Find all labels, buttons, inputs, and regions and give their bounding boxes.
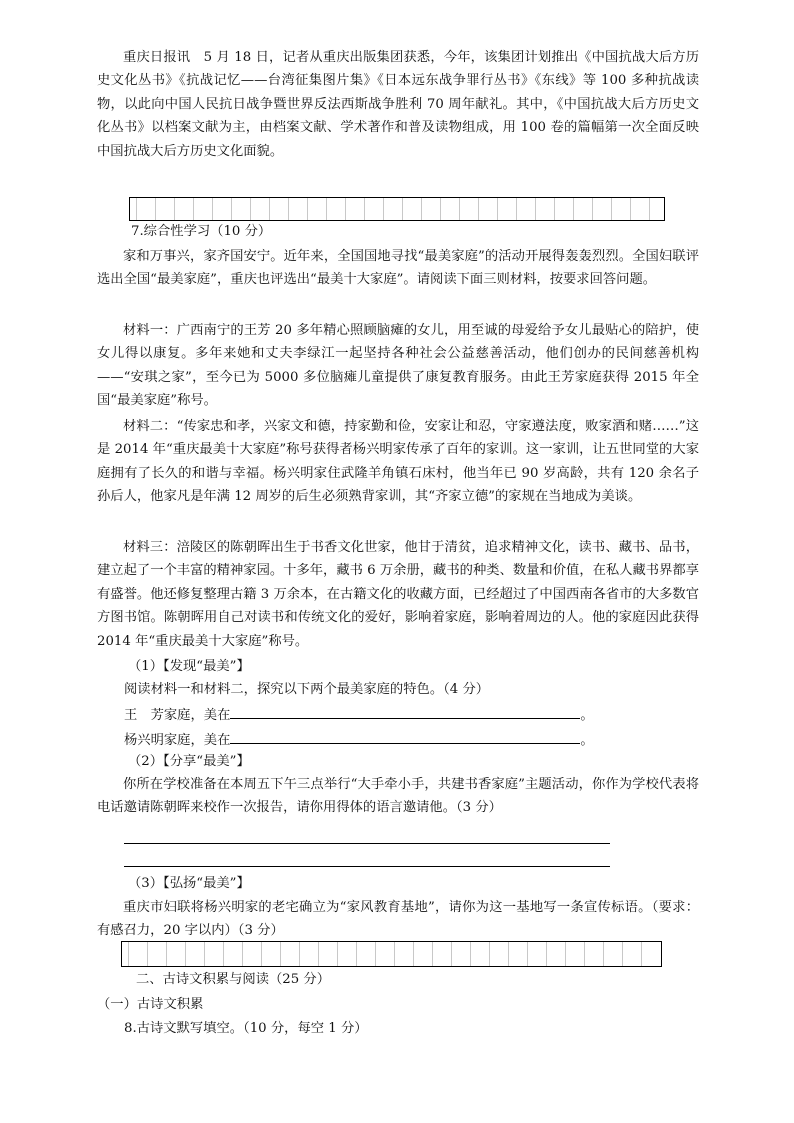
question-7-intro: 家和万事兴，家齐国安宁。近年来，全国国地寻找“最美家庭”的活动开展得轰轰烈烈。全国妇联评选出全国“最美家庭”，重庆也评选出“最美十大家庭”。请阅读下面三则材料，按要求回答问题。 bbox=[97, 249, 699, 288]
sub1-title: （1）【发现“最美”】 bbox=[128, 659, 250, 674]
news-passage: 重庆日报讯 5 月 18 日，记者从重庆出版集团获悉，今年，该集团计划推出《中国抗战大后方历史文化丛书》《抗战记忆——台湾征集图片集》《日本远东战争罪行丛书》《东线》等 100 多种抗战读物，以此向中国人民抗日战争暨世界反法西斯战争胜利 70 周年献礼。其中，《中国抗战大后方历史文化丛书》以档案文献为主，由档案文献、学术著作和普及读物组成，用 100 卷的篇幅第一次全面反映中国抗战大后方历史文化面貌。 bbox=[97, 50, 699, 159]
question-7-title: 7.综合性学习（10 分） bbox=[131, 224, 272, 239]
sub2-prompt: 你所在学校准备在本周五下午三点举行“大手牵小手，共建书香家庭”主题活动，你作为学校代表将电话邀请陈朝晖来校作一次报告，请你用得体的语言邀请他。（3 分） bbox=[97, 777, 699, 816]
answer-blank[interactable] bbox=[230, 704, 580, 719]
slogan-grid-box[interactable] bbox=[121, 941, 662, 967]
period: 。 bbox=[580, 708, 594, 723]
sub2-title: （2）【分享“最美”】 bbox=[128, 754, 250, 769]
question-8-title: 8.古诗文默写填空。（10 分，每空 1 分） bbox=[124, 1021, 368, 1036]
grid-cells bbox=[136, 198, 658, 220]
sub1-answer-row-wang bbox=[124, 704, 594, 726]
row-label: 杨兴明家庭，美在 bbox=[124, 733, 231, 748]
sub1-answer-row-yang bbox=[124, 729, 594, 751]
section-2-title: 二、古诗文积累与阅读（25 分） bbox=[136, 972, 331, 987]
material-1: 材料一：广西南宁的王芳 20 多年精心照顾脑瘫的女儿，用至诚的母爱给予女儿最贴心的陪护，使女儿得以康复。多年来她和丈夫李绿江一起坚持各种社会公益慈善活动，他们创办的民间慈善机构——“安琪之家”，至今已为 5000 多位脑瘫儿童提供了康复教育服务。由此王芳家庭获得 2015 年全国“最美家庭”称号。 bbox=[97, 323, 699, 409]
answer-line[interactable] bbox=[124, 843, 610, 844]
sub3-prompt: 重庆市妇联将杨兴明家的老宅确立为“家风教育基地”，请你为这一基地写一条宣传标语。（要求：有感召力，20 字以内）（3 分） bbox=[97, 900, 699, 939]
grid-cells bbox=[128, 942, 655, 966]
section-2-part-1: （一）古诗文积累 bbox=[97, 997, 204, 1012]
answer-blank[interactable] bbox=[230, 729, 580, 744]
answer-line[interactable] bbox=[124, 866, 610, 867]
sub3-title: （3）【弘扬“最美”】 bbox=[128, 876, 250, 891]
material-3: 材料三：涪陵区的陈朝晖出生于书香文化世家，他甘于清贫，追求精神文化，读书、藏书、品书，建立起了一个丰富的精神家园。十多年，藏书 6 万余册，藏书的种类、数量和价值，在私人藏书界都享有盛誉。他还修复整理古籍 3 万余本，在古籍文化的收藏方面，已经超过了中国西南各省市的大多数官方图书馆。陈朝晖用自己对读书和传统文化的爱好，影响着家庭，影响着周边的人。他的家庭因此获得 2014 年“重庆最美十大家庭”称号。 bbox=[97, 540, 699, 649]
sub1-prompt: 阅读材料一和材料二，探究以下两个最美家庭的特色。（4 分） bbox=[124, 682, 490, 697]
row-label: 王 芳家庭，美在 bbox=[124, 708, 231, 723]
period: 。 bbox=[580, 733, 594, 748]
material-2: 材料二：“传家忠和孝，兴家文和德，持家勤和俭，安家让和忍，守家遵法度，败家酒和赌……”这是 2014 年“重庆最美十大家庭”称号获得者杨兴明家传承了百年的家训。这一家训，让五世同堂的大家庭拥有了长久的和谐与幸福。杨兴明家住武隆羊角镇石床村，他当年已 90 岁高龄，共有 120 余名子孙后人，他家凡是年满 12 周岁的后生必须熟背家训，其“齐家立德”的家规在当地成为美谈。 bbox=[97, 419, 699, 505]
answer-grid-box[interactable] bbox=[129, 197, 665, 221]
